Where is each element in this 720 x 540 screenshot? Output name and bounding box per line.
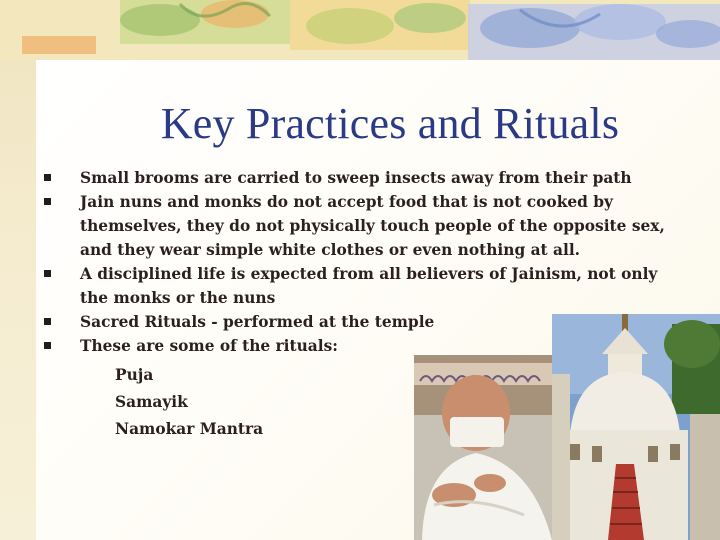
bullet-item: [44, 190, 684, 262]
bullet-text: These are some of the rituals:: [80, 337, 338, 355]
ritual-item: Namokar Mantra: [115, 420, 264, 438]
bullet-text: Small brooms are carried to sweep insects away from their path: [80, 169, 632, 187]
bullet-text: A disciplined life is expected from all believers of Jainism, not only the monks or the nuns: [80, 265, 658, 307]
bullet-item: [44, 262, 684, 310]
slide-title: Key Practices and Rituals: [160, 99, 620, 148]
bullet-item: [44, 166, 684, 190]
bullet-text: Sacred Rituals - performed at the temple: [80, 313, 435, 331]
bullet-square-icon: [44, 342, 51, 349]
bullet-text: Jain nuns and monks do not accept food that is not cooked by themselves, they do not physically touch people of the opposite sex, and they wear simple white clothes or even nothing at all.: [80, 193, 665, 259]
ritual-item: Puja: [115, 366, 154, 384]
decorative-banner: [0, 0, 720, 62]
bullet-square-icon: [44, 198, 51, 205]
monk-photo: [414, 355, 556, 540]
bullet-square-icon: [44, 318, 51, 325]
temple-photo: [552, 314, 720, 540]
ritual-item: Samayik: [115, 393, 188, 411]
bullet-square-icon: [44, 270, 51, 277]
bullet-square-icon: [44, 174, 51, 181]
